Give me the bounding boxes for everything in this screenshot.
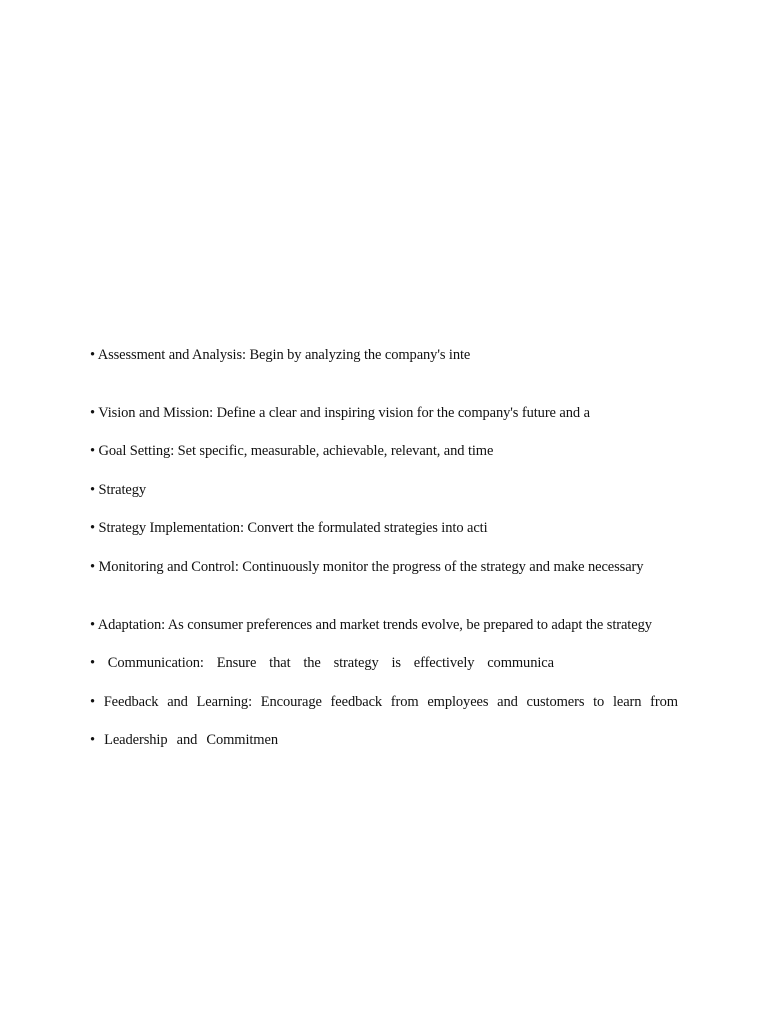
word: Communication: <box>107 655 204 671</box>
word: learn <box>612 694 642 710</box>
bullet-feedback-learning <box>90 693 678 711</box>
word: Encourage <box>260 694 322 710</box>
word: strategy <box>333 655 379 671</box>
word: and <box>167 694 188 710</box>
word: Ensure <box>216 655 257 671</box>
word: Learning: <box>196 694 253 710</box>
word: from <box>390 694 419 710</box>
bullet-leadership-commitment <box>90 731 278 749</box>
word: the <box>303 655 321 671</box>
word: to <box>593 694 605 710</box>
bullet-mark: • <box>90 655 95 671</box>
word: is <box>391 655 401 671</box>
word: employees <box>427 694 489 710</box>
bullet-strategy-implementation: • Strategy Implementation: Convert the formulated strategies into acti <box>90 520 488 536</box>
word: effectively <box>413 655 475 671</box>
bullet-monitoring-control: • Monitoring and Control: Continuously monitor the progress of the strategy and make necessary <box>90 559 644 575</box>
bullet-adaptation: • Adaptation: As consumer preferences and market trends evolve, be prepared to adapt the strategy <box>90 617 652 633</box>
bullet-goal-setting: • Goal Setting: Set specific, measurable, achievable, relevant, and time <box>90 443 494 459</box>
bullet-mark: • <box>90 694 95 710</box>
word: that <box>269 655 291 671</box>
bullet-vision-mission: • Vision and Mission: Define a clear and inspiring vision for the company's future and a <box>90 405 590 421</box>
word: Feedback <box>103 694 159 710</box>
bullet-mark: • <box>90 732 95 748</box>
word: customers <box>526 694 585 710</box>
word: feedback <box>330 694 383 710</box>
bullet-strategy: • Strategy <box>90 482 147 498</box>
word: and <box>497 694 518 710</box>
bullet-assessment-analysis: • Assessment and Analysis: Begin by analyzing the company's inte <box>90 347 471 363</box>
word: communica <box>487 655 554 671</box>
word: and <box>176 732 198 748</box>
word: from <box>650 694 678 710</box>
word: Leadership <box>104 732 168 748</box>
bullet-communication <box>90 654 554 672</box>
word: Commitmen <box>206 732 278 748</box>
